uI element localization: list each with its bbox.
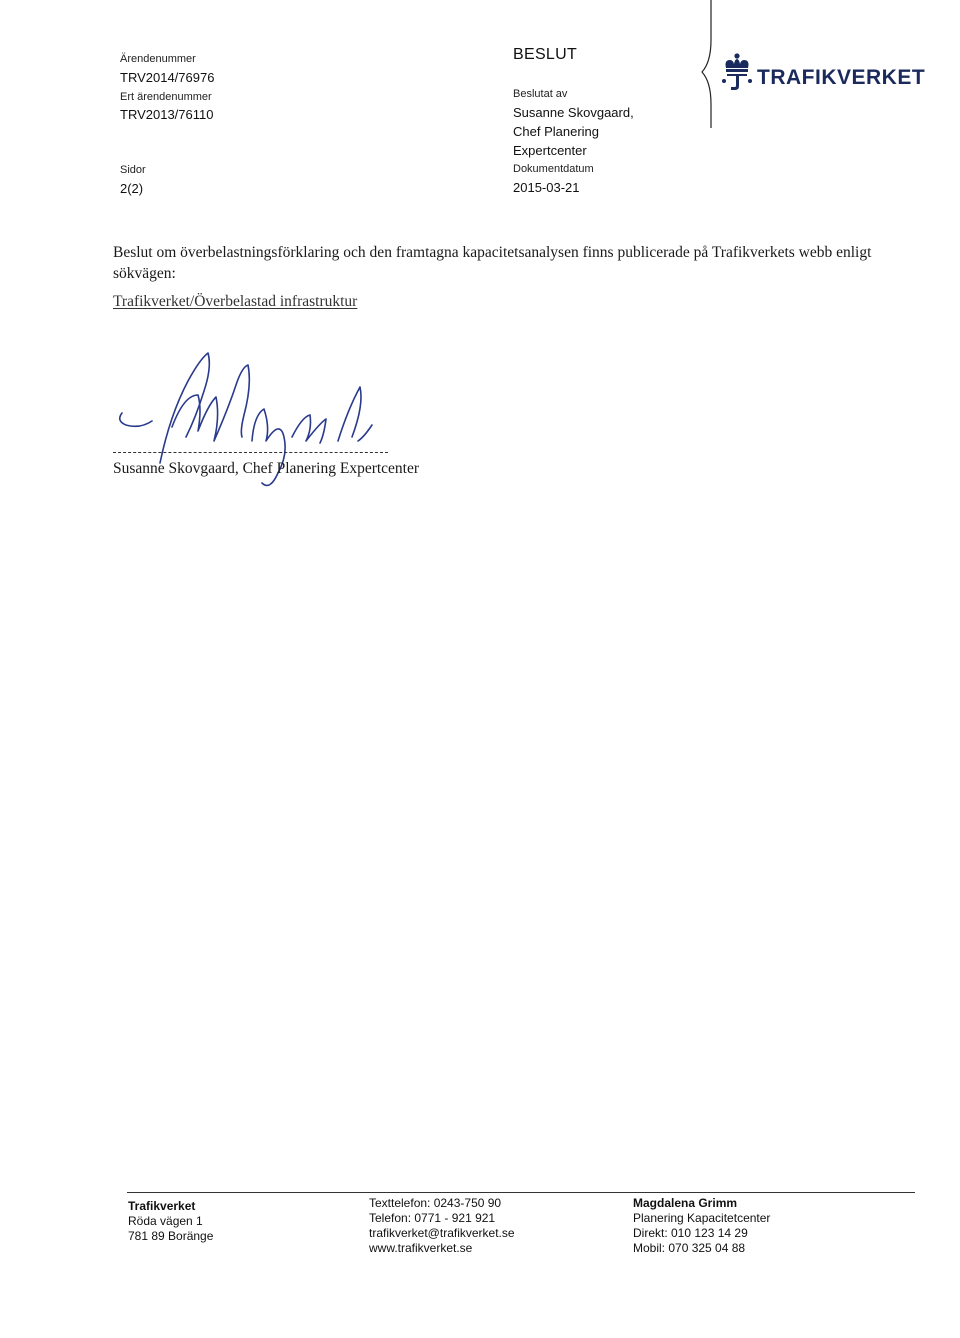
case-number: TRV2014/76976 [120,70,215,85]
footer-contact-dept: Planering Kapacitetcenter [633,1211,771,1225]
decided-by-label: Beslutat av [513,88,568,100]
footer-telefon: Telefon: 0771 - 921 921 [369,1211,496,1225]
footer-email-link[interactable]: trafikverket@trafikverket.se [369,1226,515,1240]
decided-by-title: Chef Planering [513,124,599,139]
pages-label: Sidor [120,164,146,176]
footer-address-line2: 781 89 Boränge [128,1229,214,1243]
footer-org-name: Trafikverket [128,1199,196,1213]
footer-texttelefon: Texttelefon: 0243-750 90 [369,1196,502,1210]
prev-case-number: TRV2013/76110 [120,107,214,122]
decided-by-unit: Expertcenter [513,143,587,158]
footer-contact-direct: Direkt: 010 123 14 29 [633,1226,748,1240]
crown-emblem-icon [720,52,754,92]
footer-contact-name: Magdalena Grimm [633,1196,738,1210]
signature-line [113,452,388,453]
footer-contact-mobile: Mobil: 070 325 04 88 [633,1241,746,1255]
handwritten-signature [112,345,412,505]
document-type: BESLUT [513,46,578,63]
doc-date-label: Dokumentdatum [513,163,594,175]
doc-date: 2015-03-21 [513,180,580,195]
infrastructure-path-link[interactable]: Trafikverket/Överbelastad infrastruktur [113,293,358,310]
footer-person-block [633,1196,770,1256]
footer-web-link[interactable]: www.trafikverket.se [369,1241,473,1255]
body-paragraph: Beslut om överbelastningsförklaring och den framtagna kapacitetsanalysen finns publicerade på Trafikverkets webb enligt sökvägen: [113,244,872,282]
footer-divider [127,1192,915,1193]
pages-count: 2(2) [120,181,144,196]
footer-address-line1: Röda vägen 1 [128,1214,203,1228]
signatory-name: Susanne Skovgaard, Chef Planering Expertcenter [113,460,420,477]
footer-contact-block [369,1196,515,1256]
footer-org-block [128,1199,213,1244]
decided-by-name: Susanne Skovgaard, [513,105,634,120]
prev-case-label: Ert ärendenummer [120,91,212,103]
case-number-label: Ärendenummer [120,53,196,65]
logo-wordmark: TRAFIKVERKET [757,66,926,89]
